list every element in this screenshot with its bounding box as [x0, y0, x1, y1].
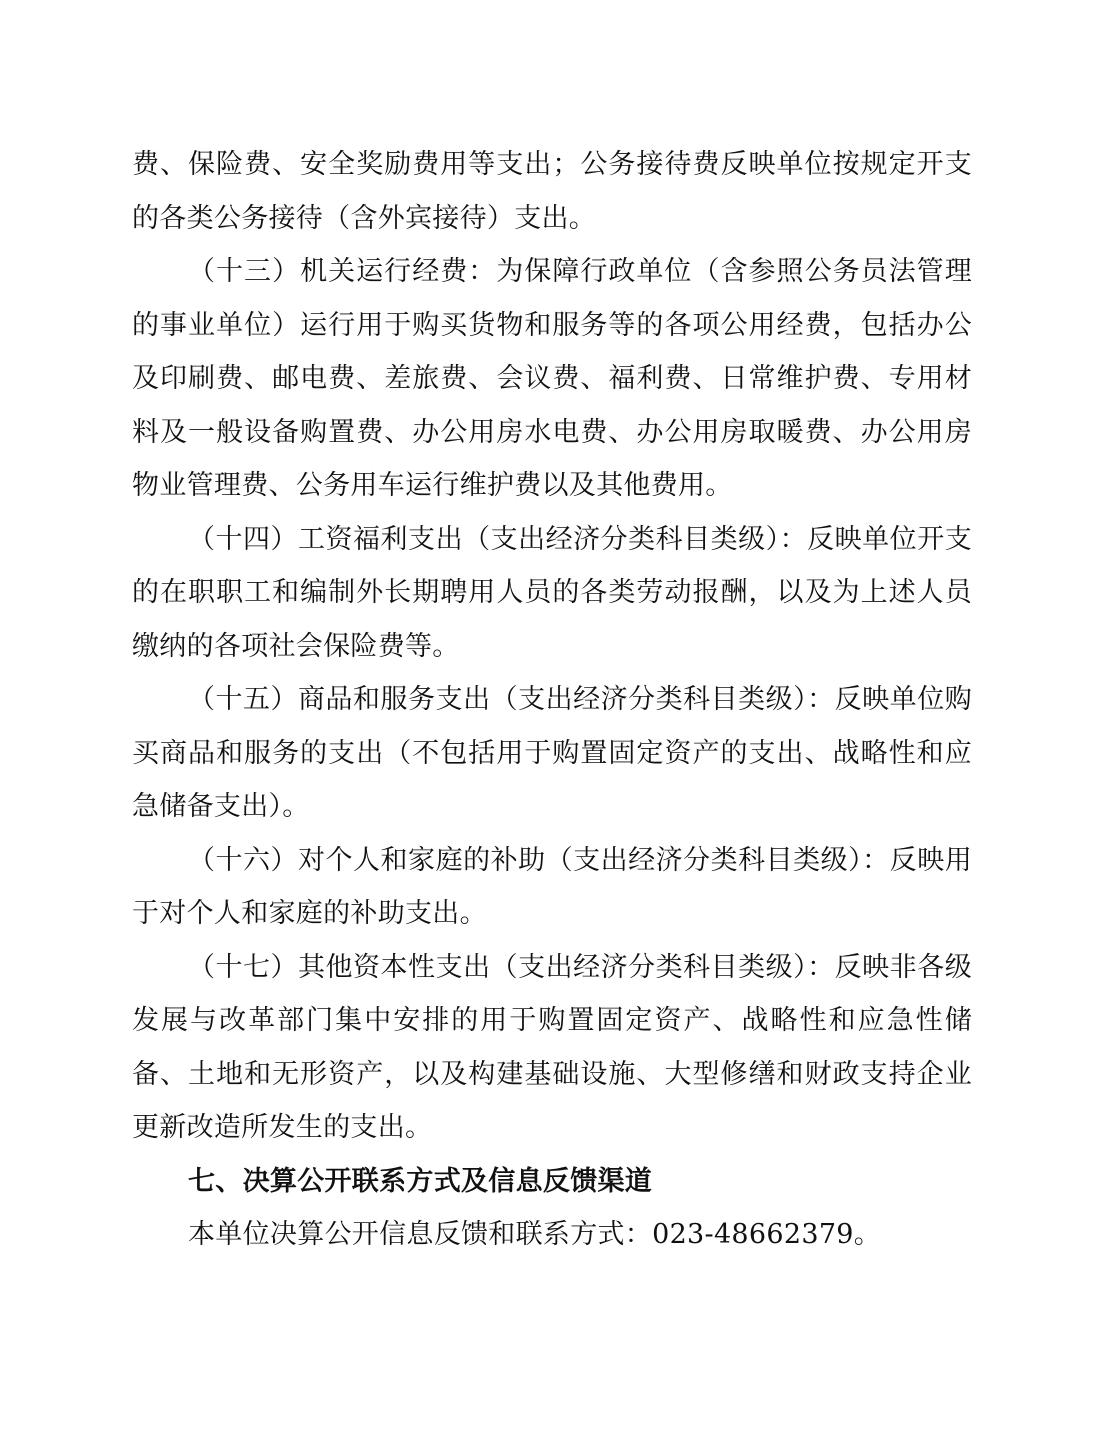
section-heading: 七、决算公开联系方式及信息反馈渠道 — [188, 1165, 653, 1197]
paragraph-item-14: （十四）工资福利支出（支出经济分类科目类级）：反映单位开支的在职职工和编制外长期聘用人员的各类劳动报酬，以及为上述人员缴纳的各项社会保险费等。 — [132, 523, 972, 662]
paragraph-item-13: （十三）机关运行经费：为保障行政单位（含参照公务员法管理的事业单位）运行用于购买货物和服务等的各项公用经费，包括办公及印刷费、邮电费、差旅费、会议费、福利费、日常维护费、专用材料及一般设备购置费、办公用房水电费、办公用房取暖费、办公用房物业管理费、公务用车运行维护费以及其他费用。 — [132, 256, 972, 501]
document-body — [132, 138, 972, 1262]
paragraph-item-17: （十七）其他资本性支出（支出经济分类科目类级）：反映非各级发展与改革部门集中安排的用于购置固定资产、战略性和应急性储备、土地和无形资产，以及构建基础设施、大型修缮和财政支持企业更新改造所发生的支出。 — [132, 951, 972, 1143]
paragraph-item-15: （十五）商品和服务支出（支出经济分类科目类级）：反映单位购买商品和服务的支出（不包括用于购置固定资产的支出、战略性和应急储备支出）。 — [132, 684, 972, 822]
paragraph-continuation: 费、保险费、安全奖励费用等支出；公务接待费反映单位按规定开支的各类公务接待（含外宾接待）支出。 — [132, 149, 972, 234]
paragraph-item-16: （十六）对个人和家庭的补助（支出经济分类科目类级）：反映用于对个人和家庭的补助支出。 — [132, 844, 972, 929]
contact-line: 本单位决算公开信息反馈和联系方式：023-48662379。 — [188, 1219, 882, 1250]
